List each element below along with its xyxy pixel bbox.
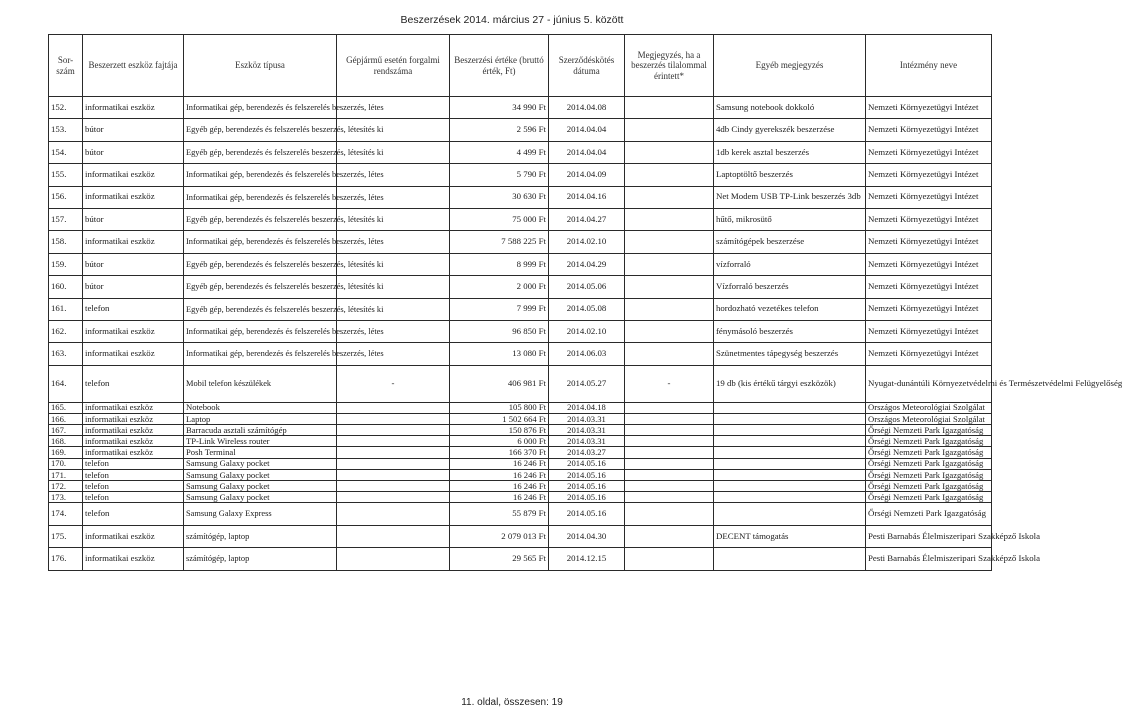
- cell-vehicle-plate: [337, 525, 450, 547]
- table-row: [49, 469, 992, 480]
- cell-other-note: 19 db (kis értékű tárgyi eszközök): [714, 365, 866, 402]
- table-row: [49, 253, 992, 275]
- cell-other-note: [714, 503, 866, 525]
- cell-row-number: 173.: [49, 492, 83, 503]
- cell-institution: Nyugat-dunántúli Környezetvédelmi és Természetvédelmi Felügyelőség: [866, 365, 992, 402]
- cell-asset-type: bútor: [83, 119, 184, 141]
- cell-restriction-note: [625, 469, 714, 480]
- cell-contract-date: 2014.05.16: [549, 458, 625, 469]
- cell-gross-value: 4 499 Ft: [450, 141, 549, 163]
- cell-institution: Pesti Barnabás Élelmiszeripari Szakképző Iskola: [866, 548, 992, 570]
- cell-asset-type: telefon: [83, 481, 184, 492]
- cell-row-number: 157.: [49, 208, 83, 230]
- procurement-table: [48, 34, 1122, 571]
- cell-gross-value: 1 502 664 Ft: [450, 413, 549, 424]
- table-row: [49, 425, 992, 436]
- cell-institution: Nemzeti Környezetügyi Intézet: [866, 141, 992, 163]
- cell-asset-kind: Egyéb gép, berendezés és felszerelés beszerzés, létesítés ki: [184, 253, 337, 275]
- cell-other-note: vízforraló: [714, 253, 866, 275]
- cell-vehicle-plate: [337, 492, 450, 503]
- table-row: [49, 186, 992, 208]
- cell-other-note: Samsung notebook dokkoló: [714, 97, 866, 119]
- cell-vehicle-plate: [337, 436, 450, 447]
- cell-row-number: 158.: [49, 231, 83, 253]
- cell-institution: Őrségi Nemzeti Park Igazgatóság: [866, 436, 992, 447]
- cell-gross-value: 16 246 Ft: [450, 469, 549, 480]
- cell-restriction-note: [625, 492, 714, 503]
- cell-restriction-note: [625, 447, 714, 458]
- cell-institution: Országos Meteorológiai Szolgálat: [866, 413, 992, 424]
- cell-asset-kind: Informatikai gép, berendezés és felszerelés beszerzés, létes: [184, 164, 337, 186]
- cell-gross-value: 150 876 Ft: [450, 425, 549, 436]
- cell-gross-value: 13 080 Ft: [450, 343, 549, 365]
- cell-asset-type: informatikai eszköz: [83, 186, 184, 208]
- cell-asset-type: telefon: [83, 458, 184, 469]
- cell-other-note: Szünetmentes tápegység beszerzés: [714, 343, 866, 365]
- cell-asset-kind: Notebook: [184, 402, 337, 413]
- cell-asset-kind: Barracuda asztali számítógép: [184, 425, 337, 436]
- table-row: [49, 298, 992, 320]
- table-row: [49, 276, 992, 298]
- table-body: [49, 97, 1122, 571]
- cell-asset-type: informatikai eszköz: [83, 525, 184, 547]
- cell-restriction-note: [625, 164, 714, 186]
- cell-asset-kind: Samsung Galaxy pocket: [184, 481, 337, 492]
- cell-institution: Őrségi Nemzeti Park Igazgatóság: [866, 458, 992, 469]
- cell-contract-date: 2014.04.27: [549, 208, 625, 230]
- cell-asset-type: telefon: [83, 365, 184, 402]
- cell-restriction-note: [625, 186, 714, 208]
- cell-other-note: [714, 413, 866, 424]
- cell-gross-value: 30 630 Ft: [450, 186, 549, 208]
- cell-other-note: [714, 402, 866, 413]
- cell-asset-type: informatikai eszköz: [83, 402, 184, 413]
- cell-row-number: 162.: [49, 320, 83, 342]
- cell-asset-kind: TP-Link Wireless router: [184, 436, 337, 447]
- cell-row-number: 171.: [49, 469, 83, 480]
- cell-restriction-note: [625, 253, 714, 275]
- cell-asset-type: bútor: [83, 208, 184, 230]
- cell-asset-type: informatikai eszköz: [83, 548, 184, 570]
- cell-gross-value: 16 246 Ft: [450, 481, 549, 492]
- cell-restriction-note: [625, 343, 714, 365]
- cell-asset-kind: számítógép, laptop: [184, 525, 337, 547]
- cell-restriction-note: [625, 208, 714, 230]
- cell-contract-date: 2014.02.10: [549, 320, 625, 342]
- cell-other-note: [714, 436, 866, 447]
- cell-asset-kind: Samsung Galaxy pocket: [184, 458, 337, 469]
- cell-institution: Nemzeti Környezetügyi Intézet: [866, 320, 992, 342]
- cell-other-note: Vízforraló beszerzés: [714, 276, 866, 298]
- table-row: [49, 164, 992, 186]
- cell-other-note: [714, 492, 866, 503]
- cell-contract-date: 2014.05.08: [549, 298, 625, 320]
- cell-vehicle-plate: [337, 458, 450, 469]
- cell-gross-value: 7 588 225 Ft: [450, 231, 549, 253]
- cell-asset-type: telefon: [83, 298, 184, 320]
- table-row: [49, 343, 992, 365]
- cell-restriction-note: [625, 525, 714, 547]
- table-row: [49, 141, 992, 163]
- cell-row-number: 169.: [49, 447, 83, 458]
- cell-asset-kind: Informatikai gép, berendezés és felszerelés beszerzés, létes: [184, 320, 337, 342]
- cell-gross-value: 8 999 Ft: [450, 253, 549, 275]
- cell-vehicle-plate: -: [337, 365, 450, 402]
- cell-other-note: Net Modem USB TP-Link beszerzés 3db: [714, 186, 866, 208]
- cell-restriction-note: [625, 425, 714, 436]
- cell-gross-value: 105 800 Ft: [450, 402, 549, 413]
- cell-vehicle-plate: [337, 548, 450, 570]
- cell-restriction-note: -: [625, 365, 714, 402]
- cell-row-number: 165.: [49, 402, 83, 413]
- cell-row-number: 174.: [49, 503, 83, 525]
- cell-row-number: 155.: [49, 164, 83, 186]
- col-header-gepjarmu: Gépjármű esetén forgalmi rendszáma: [337, 35, 450, 97]
- cell-restriction-note: [625, 458, 714, 469]
- cell-row-number: 167.: [49, 425, 83, 436]
- cell-contract-date: 2014.04.09: [549, 164, 625, 186]
- cell-contract-date: 2014.04.08: [549, 97, 625, 119]
- cell-asset-kind: Samsung Galaxy pocket: [184, 469, 337, 480]
- cell-other-note: [714, 425, 866, 436]
- cell-restriction-note: [625, 141, 714, 163]
- cell-asset-type: informatikai eszköz: [83, 436, 184, 447]
- cell-other-note: DECENT támogatás: [714, 525, 866, 547]
- cell-other-note: Laptoptöltő beszerzés: [714, 164, 866, 186]
- cell-other-note: fénymásoló beszerzés: [714, 320, 866, 342]
- cell-contract-date: 2014.05.06: [549, 276, 625, 298]
- cell-asset-type: bútor: [83, 141, 184, 163]
- cell-asset-kind: Informatikai gép, berendezés és felszerelés beszerzés, létes: [184, 231, 337, 253]
- page-footer: 11. oldal, összesen: 19: [461, 697, 563, 708]
- cell-gross-value: 166 370 Ft: [450, 447, 549, 458]
- cell-institution: Pesti Barnabás Élelmiszeripari Szakképző Iskola: [866, 525, 992, 547]
- cell-contract-date: 2014.03.31: [549, 425, 625, 436]
- cell-vehicle-plate: [337, 481, 450, 492]
- cell-contract-date: 2014.02.10: [549, 231, 625, 253]
- cell-restriction-note: [625, 402, 714, 413]
- cell-institution: Nemzeti Környezetügyi Intézet: [866, 231, 992, 253]
- table-row: [49, 436, 992, 447]
- cell-row-number: 154.: [49, 141, 83, 163]
- cell-row-number: 161.: [49, 298, 83, 320]
- cell-asset-type: bútor: [83, 253, 184, 275]
- page-title: Beszerzések 2014. március 27 - június 5. között: [400, 14, 624, 26]
- cell-contract-date: 2014.05.27: [549, 365, 625, 402]
- table-row: [49, 447, 992, 458]
- header-row: [49, 35, 992, 97]
- cell-vehicle-plate: [337, 402, 450, 413]
- cell-row-number: 176.: [49, 548, 83, 570]
- cell-institution: Őrségi Nemzeti Park Igazgatóság: [866, 481, 992, 492]
- cell-institution: Országos Meteorológiai Szolgálat: [866, 402, 992, 413]
- cell-restriction-note: [625, 320, 714, 342]
- cell-asset-kind: számítógép, laptop: [184, 548, 337, 570]
- cell-institution: Nemzeti Környezetügyi Intézet: [866, 119, 992, 141]
- cell-asset-kind: Informatikai gép, berendezés és felszerelés beszerzés, létes: [184, 97, 337, 119]
- cell-asset-type: informatikai eszköz: [83, 413, 184, 424]
- cell-asset-type: bútor: [83, 276, 184, 298]
- cell-asset-kind: Samsung Galaxy Express: [184, 503, 337, 525]
- cell-contract-date: 2014.05.16: [549, 469, 625, 480]
- cell-restriction-note: [625, 503, 714, 525]
- cell-gross-value: 55 879 Ft: [450, 503, 549, 525]
- cell-vehicle-plate: [337, 469, 450, 480]
- cell-contract-date: 2014.05.16: [549, 481, 625, 492]
- cell-restriction-note: [625, 436, 714, 447]
- cell-contract-date: 2014.04.04: [549, 141, 625, 163]
- cell-institution: Nemzeti Környezetügyi Intézet: [866, 276, 992, 298]
- cell-institution: Nemzeti Környezetügyi Intézet: [866, 208, 992, 230]
- cell-other-note: [714, 481, 866, 492]
- col-header-megjegyzes: Megjegyzés, ha a beszerzés tilalommal érintett*: [625, 35, 714, 97]
- table-row: [49, 458, 992, 469]
- cell-asset-kind: Egyéb gép, berendezés és felszerelés beszerzés, létesítés ki: [184, 208, 337, 230]
- cell-contract-date: 2014.12.15: [549, 548, 625, 570]
- cell-row-number: 170.: [49, 458, 83, 469]
- cell-institution: Őrségi Nemzeti Park Igazgatóság: [866, 503, 992, 525]
- table-row: [49, 503, 992, 525]
- cell-gross-value: 7 999 Ft: [450, 298, 549, 320]
- cell-asset-type: informatikai eszköz: [83, 97, 184, 119]
- col-header-tipus: Eszköz típusa: [184, 35, 337, 97]
- cell-row-number: 164.: [49, 365, 83, 402]
- cell-institution: Őrségi Nemzeti Park Igazgatóság: [866, 425, 992, 436]
- table-row: [49, 492, 992, 503]
- cell-institution: Nemzeti Környezetügyi Intézet: [866, 298, 992, 320]
- cell-gross-value: 6 000 Ft: [450, 436, 549, 447]
- cell-asset-kind: Egyéb gép, berendezés és felszerelés beszerzés, létesítés ki: [184, 298, 337, 320]
- cell-row-number: 163.: [49, 343, 83, 365]
- cell-asset-type: informatikai eszköz: [83, 164, 184, 186]
- cell-institution: Nemzeti Környezetügyi Intézet: [866, 343, 992, 365]
- cell-other-note: [714, 548, 866, 570]
- cell-gross-value: 34 990 Ft: [450, 97, 549, 119]
- cell-gross-value: 2 000 Ft: [450, 276, 549, 298]
- cell-contract-date: 2014.04.29: [549, 253, 625, 275]
- cell-row-number: 172.: [49, 481, 83, 492]
- cell-contract-date: 2014.05.16: [549, 492, 625, 503]
- cell-gross-value: 2 079 013 Ft: [450, 525, 549, 547]
- cell-other-note: [714, 447, 866, 458]
- cell-other-note: [714, 458, 866, 469]
- table-row: [49, 231, 992, 253]
- cell-asset-type: informatikai eszköz: [83, 343, 184, 365]
- cell-row-number: 166.: [49, 413, 83, 424]
- cell-restriction-note: [625, 298, 714, 320]
- cell-asset-kind: Samsung Galaxy pocket: [184, 492, 337, 503]
- cell-institution: Őrségi Nemzeti Park Igazgatóság: [866, 447, 992, 458]
- table-row: [49, 525, 992, 547]
- cell-contract-date: 2014.03.31: [549, 413, 625, 424]
- cell-restriction-note: [625, 413, 714, 424]
- cell-row-number: 168.: [49, 436, 83, 447]
- col-header-egyeb: Egyéb megjegyzés: [714, 35, 866, 97]
- table-row: [49, 402, 992, 413]
- cell-institution: Nemzeti Környezetügyi Intézet: [866, 253, 992, 275]
- cell-asset-type: telefon: [83, 469, 184, 480]
- cell-row-number: 175.: [49, 525, 83, 547]
- cell-row-number: 153.: [49, 119, 83, 141]
- cell-other-note: 1db kerek asztal beszerzés: [714, 141, 866, 163]
- col-header-intezmeny: Intézmény neve: [866, 35, 992, 97]
- cell-contract-date: 2014.04.30: [549, 525, 625, 547]
- cell-gross-value: 2 596 Ft: [450, 119, 549, 141]
- col-header-fajta: Beszerzett eszköz fajtája: [83, 35, 184, 97]
- cell-asset-kind: Informatikai gép, berendezés és felszerelés beszerzés, létes: [184, 343, 337, 365]
- cell-vehicle-plate: [337, 413, 450, 424]
- cell-contract-date: 2014.03.31: [549, 436, 625, 447]
- cell-asset-kind: Laptop: [184, 413, 337, 424]
- cell-other-note: hűtő, mikrosütő: [714, 208, 866, 230]
- cell-contract-date: 2014.06.03: [549, 343, 625, 365]
- cell-asset-type: telefon: [83, 492, 184, 503]
- cell-contract-date: 2014.04.04: [549, 119, 625, 141]
- cell-asset-type: informatikai eszköz: [83, 231, 184, 253]
- table-row: [49, 413, 992, 424]
- cell-gross-value: 96 850 Ft: [450, 320, 549, 342]
- table-row: [49, 119, 992, 141]
- cell-restriction-note: [625, 548, 714, 570]
- table-row: [49, 548, 992, 570]
- col-header-datum: Szerződéskötés dátuma: [549, 35, 625, 97]
- cell-gross-value: 75 000 Ft: [450, 208, 549, 230]
- cell-institution: Nemzeti Környezetügyi Intézet: [866, 97, 992, 119]
- cell-contract-date: 2014.04.18: [549, 402, 625, 413]
- cell-institution: Őrségi Nemzeti Park Igazgatóság: [866, 492, 992, 503]
- cell-asset-type: telefon: [83, 503, 184, 525]
- cell-asset-kind: Egyéb gép, berendezés és felszerelés beszerzés, létesítés ki: [184, 276, 337, 298]
- cell-row-number: 156.: [49, 186, 83, 208]
- cell-restriction-note: [625, 119, 714, 141]
- cell-row-number: 159.: [49, 253, 83, 275]
- cell-institution: Nemzeti Környezetügyi Intézet: [866, 164, 992, 186]
- cell-asset-kind: Egyéb gép, berendezés és felszerelés beszerzés, létesítés ki: [184, 141, 337, 163]
- cell-gross-value: 29 565 Ft: [450, 548, 549, 570]
- cell-asset-type: informatikai eszköz: [83, 447, 184, 458]
- cell-contract-date: 2014.05.16: [549, 503, 625, 525]
- col-header-sorszam: Sor-szám: [49, 35, 83, 97]
- cell-contract-date: 2014.04.16: [549, 186, 625, 208]
- cell-vehicle-plate: [337, 447, 450, 458]
- cell-other-note: [714, 469, 866, 480]
- cell-gross-value: 16 246 Ft: [450, 458, 549, 469]
- cell-restriction-note: [625, 231, 714, 253]
- table-row: [49, 97, 992, 119]
- cell-gross-value: 5 790 Ft: [450, 164, 549, 186]
- cell-asset-type: informatikai eszköz: [83, 320, 184, 342]
- cell-institution: Nemzeti Környezetügyi Intézet: [866, 186, 992, 208]
- cell-restriction-note: [625, 481, 714, 492]
- cell-vehicle-plate: [337, 503, 450, 525]
- cell-other-note: 4db Cindy gyerekszék beszerzése: [714, 119, 866, 141]
- cell-asset-kind: Informatikai gép, berendezés és felszerelés beszerzés, létes: [184, 186, 337, 208]
- cell-other-note: hordozható vezetékes telefon: [714, 298, 866, 320]
- cell-asset-kind: Egyéb gép, berendezés és felszerelés beszerzés, létesítés ki: [184, 119, 337, 141]
- cell-contract-date: 2014.03.27: [549, 447, 625, 458]
- table-row: [49, 481, 992, 492]
- cell-asset-kind: Mobil telefon készülékek: [184, 365, 337, 402]
- cell-row-number: 160.: [49, 276, 83, 298]
- cell-asset-kind: Posh Terminal: [184, 447, 337, 458]
- table-row: [49, 365, 992, 402]
- cell-gross-value: 16 246 Ft: [450, 492, 549, 503]
- cell-other-note: számítógépek beszerzése: [714, 231, 866, 253]
- cell-row-number: 152.: [49, 97, 83, 119]
- cell-institution: Őrségi Nemzeti Park Igazgatóság: [866, 469, 992, 480]
- col-header-ertek: Beszerzési értéke (bruttó érték, Ft): [450, 35, 549, 97]
- cell-vehicle-plate: [337, 425, 450, 436]
- table-row: [49, 320, 992, 342]
- cell-asset-type: informatikai eszköz: [83, 425, 184, 436]
- cell-restriction-note: [625, 97, 714, 119]
- cell-gross-value: 406 981 Ft: [450, 365, 549, 402]
- cell-restriction-note: [625, 276, 714, 298]
- table-row: [49, 208, 992, 230]
